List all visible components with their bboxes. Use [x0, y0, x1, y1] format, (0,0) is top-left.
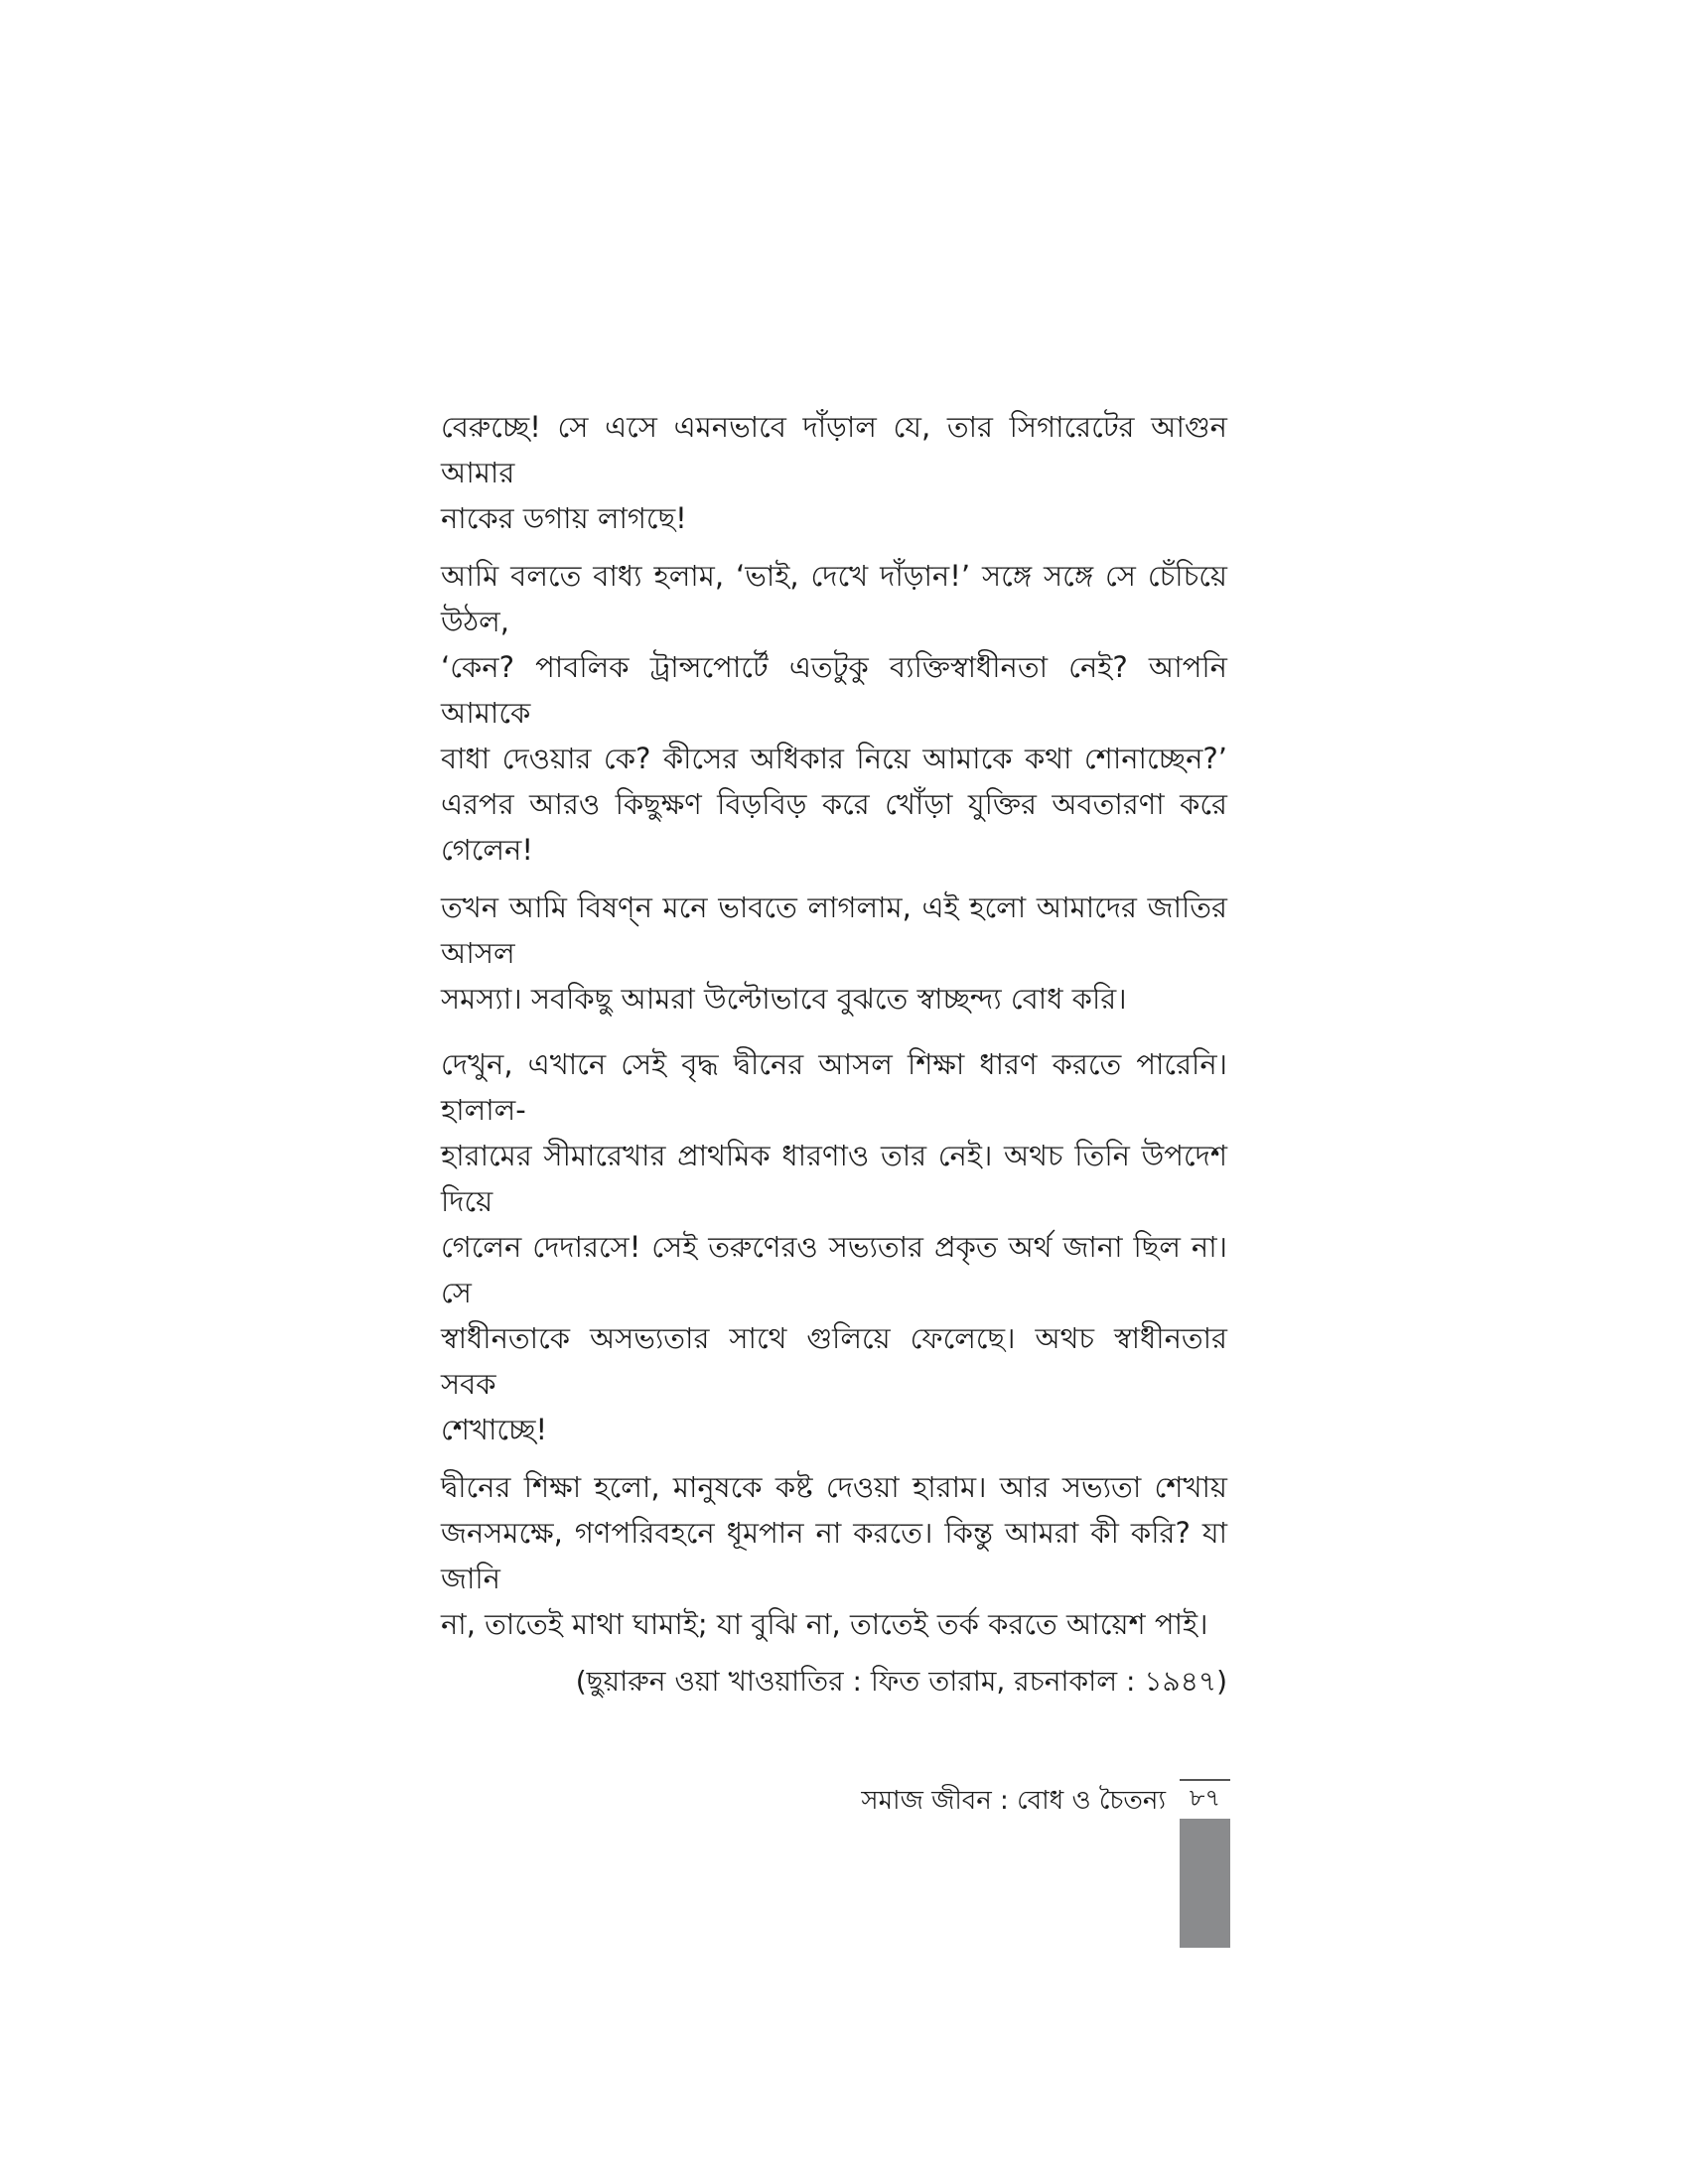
text-line: জনসমক্ষে, গণপরিবহনে ধূমপান না করতে। কিন্তু আমরা কী করি? যা জানি — [441, 1516, 1227, 1595]
text-line: হারামের সীমারেখার প্রাথমিক ধারণাও তার নেই। অথচ তিনি উপদেশ দিয়ে — [441, 1139, 1227, 1218]
running-footer-title: সমাজ জীবন : বোধ ও চৈতন্য — [861, 1786, 1166, 1816]
text-line: দেখুন, এখানে সেই বৃদ্ধ দ্বীনের আসল শিক্ষা ধারণ করতে পারেনি। হালাল- — [441, 1047, 1227, 1127]
body-text — [441, 404, 1227, 1705]
text-line: স্বাধীনতাকে অসভ্যতার সাথে গুলিয়ে ফেলেছে। অথচ স্বাধীনতার সবক — [441, 1321, 1227, 1401]
paragraph-4 — [441, 1041, 1227, 1452]
text-line: নাকের ডগায় লাগছে! — [441, 501, 687, 535]
text-line: না, তাতেই মাথা ঘামাই; যা বুঝি না, তাতেই তর্ক করতে আয়েশ পাই। — [441, 1607, 1208, 1641]
paragraph-2 — [441, 553, 1227, 873]
text-line: শেখাচ্ছে! — [441, 1413, 548, 1446]
page-number: ৮৭ — [1180, 1779, 1230, 1817]
text-line: বাধা দেওয়ার কে? কীসের অধিকার নিয়ে আমাকে কথা শোনাচ্ছেন?’ — [441, 742, 1227, 775]
text-line: সমস্যা। সবকিছু আমরা উল্টোভাবে বুঝতে স্বাচ্ছন্দ্য বোধ করি। — [441, 982, 1127, 1016]
page-edge-tab-bar — [1180, 1819, 1230, 1948]
source-citation: (ছুয়ারুন ওয়া খাওয়াতির : ফিত তারাম, রচনাকাল : ১৯৪৭) — [575, 1665, 1227, 1698]
paragraph-1 — [441, 404, 1227, 541]
text-line: দ্বীনের শিক্ষা হলো, মানুষকে কষ্ট দেওয়া হারাম। আর সভ্যতা শেখায় — [441, 1470, 1227, 1504]
text-line: বেরুচ্ছে! সে এসে এমনভাবে দাঁড়াল যে, তার সিগারেটের আগুন আমার — [441, 410, 1227, 489]
paragraph-5 — [441, 1464, 1227, 1647]
text-line: আমি বলতে বাধ্য হলাম, ‘ভাই, দেখে দাঁড়ান!’ সঙ্গে সঙ্গে সে চেঁচিয়ে উঠল, — [441, 559, 1227, 638]
paragraph-3 — [441, 885, 1227, 1022]
text-line: ‘কেন? পাবলিক ট্রান্সপোর্টে এতটুকু ব্যক্তিস্বাধীনতা নেই? আপনি আমাকে — [441, 650, 1227, 730]
text-line: গেলেন দেদারসে! সেই তরুণেরও সভ্যতার প্রকৃত অর্থ জানা ছিল না। সে — [441, 1230, 1227, 1309]
text-line: এরপর আরও কিছুক্ষণ বিড়বিড় করে খোঁড়া যুক্তির অবতারণা করে গেলেন! — [441, 787, 1227, 867]
text-line: তখন আমি বিষণ্ন মনে ভাবতে লাগলাম, এই হলো আমাদের জাতির আসল — [441, 890, 1227, 970]
